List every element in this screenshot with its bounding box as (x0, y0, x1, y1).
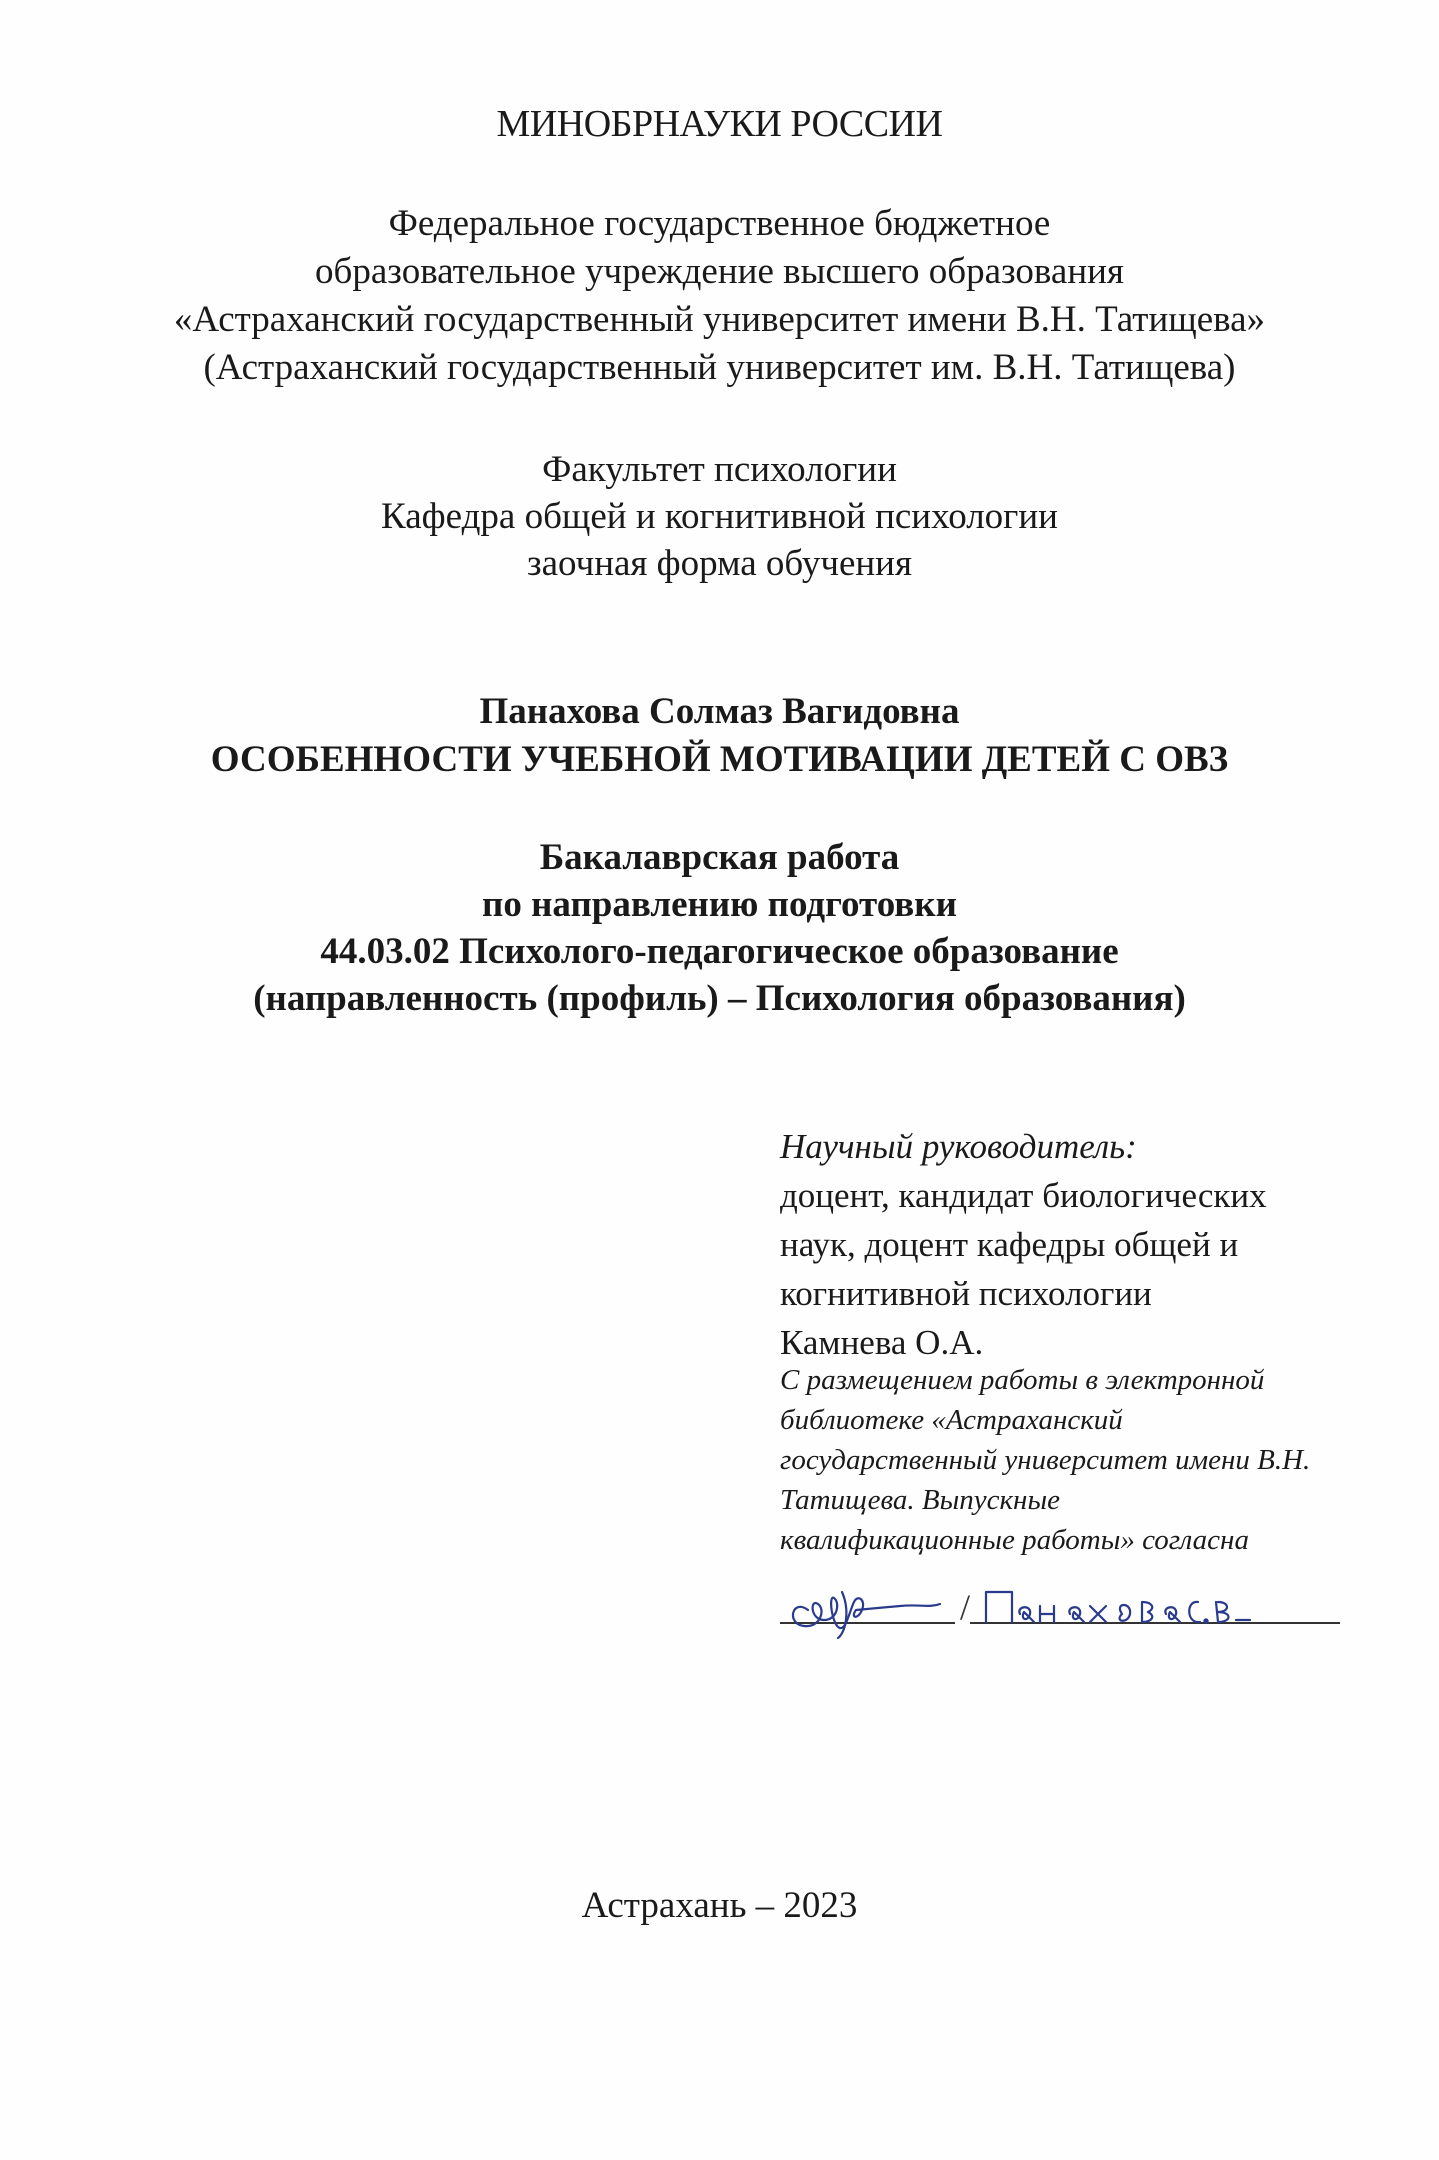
university-line-2: образовательное учреждение высшего образования (315, 251, 1124, 292)
faculty-block (0, 446, 1439, 587)
handwritten-signature-icon (780, 1580, 1340, 1640)
work-type: Бакалаврская работа (539, 837, 900, 878)
university-line-4: (Астраханский государственный университет им. В.Н. Татищева) (203, 347, 1236, 388)
supervisor-line-1: доцент, кандидат биологических (780, 1176, 1267, 1215)
university-line-1: Федеральное государственное бюджетное (388, 203, 1051, 244)
supervisor-name: Камнева О.А. (780, 1323, 984, 1362)
supervisor-heading: Научный руководитель: (780, 1127, 1137, 1166)
work-type-block (0, 834, 1439, 1022)
consent-line-5: квалификационные работы» согласна (780, 1524, 1249, 1556)
department-name: Кафедра общей и когнитивной психологии (381, 496, 1058, 537)
direction-profile: (направленность (профиль) – Психология образования) (253, 978, 1186, 1019)
ministry-text: МИНОБРНАУКИ РОССИИ (496, 103, 943, 145)
supervisor-line-2: наук, доцент кафедры общей и (780, 1225, 1239, 1264)
supervisor-line-3: когнитивной психологии (780, 1274, 1152, 1313)
consent-line-3: государственный университет имени В.Н. (780, 1444, 1311, 1476)
thesis-title: ОСОБЕННОСТИ УЧЕБНОЙ МОТИВАЦИИ ДЕТЕЙ С ОВЗ (210, 739, 1229, 780)
direction-code: 44.03.02 Психолого-педагогическое образование (320, 931, 1119, 972)
faculty-name: Факультет психологии (542, 449, 897, 490)
direction-label: по направлению подготовки (482, 884, 957, 925)
author-title-block (0, 688, 1439, 784)
study-form: заочная форма обучения (527, 543, 912, 584)
consent-line-2: библиотеке «Астраханский (780, 1404, 1123, 1436)
signature-separator: / (960, 1587, 971, 1627)
consent-line-4: Татищева. Выпускные (780, 1484, 1060, 1516)
university-line-3: «Астраханский государственный университет имени В.Н. Татищева» (173, 299, 1266, 340)
consent-block (780, 1360, 1420, 1560)
consent-line-1: С размещением работы в электронной (780, 1364, 1265, 1396)
footer-block (0, 1882, 1439, 1930)
signature-row (780, 1580, 1340, 1640)
city-year: Астрахань – 2023 (581, 1885, 858, 1926)
supervisor-block (780, 1122, 1420, 1367)
ministry-heading (0, 100, 1439, 148)
university-block (0, 200, 1439, 392)
author-name: Панахова Солмаз Вагидовна (479, 691, 960, 732)
